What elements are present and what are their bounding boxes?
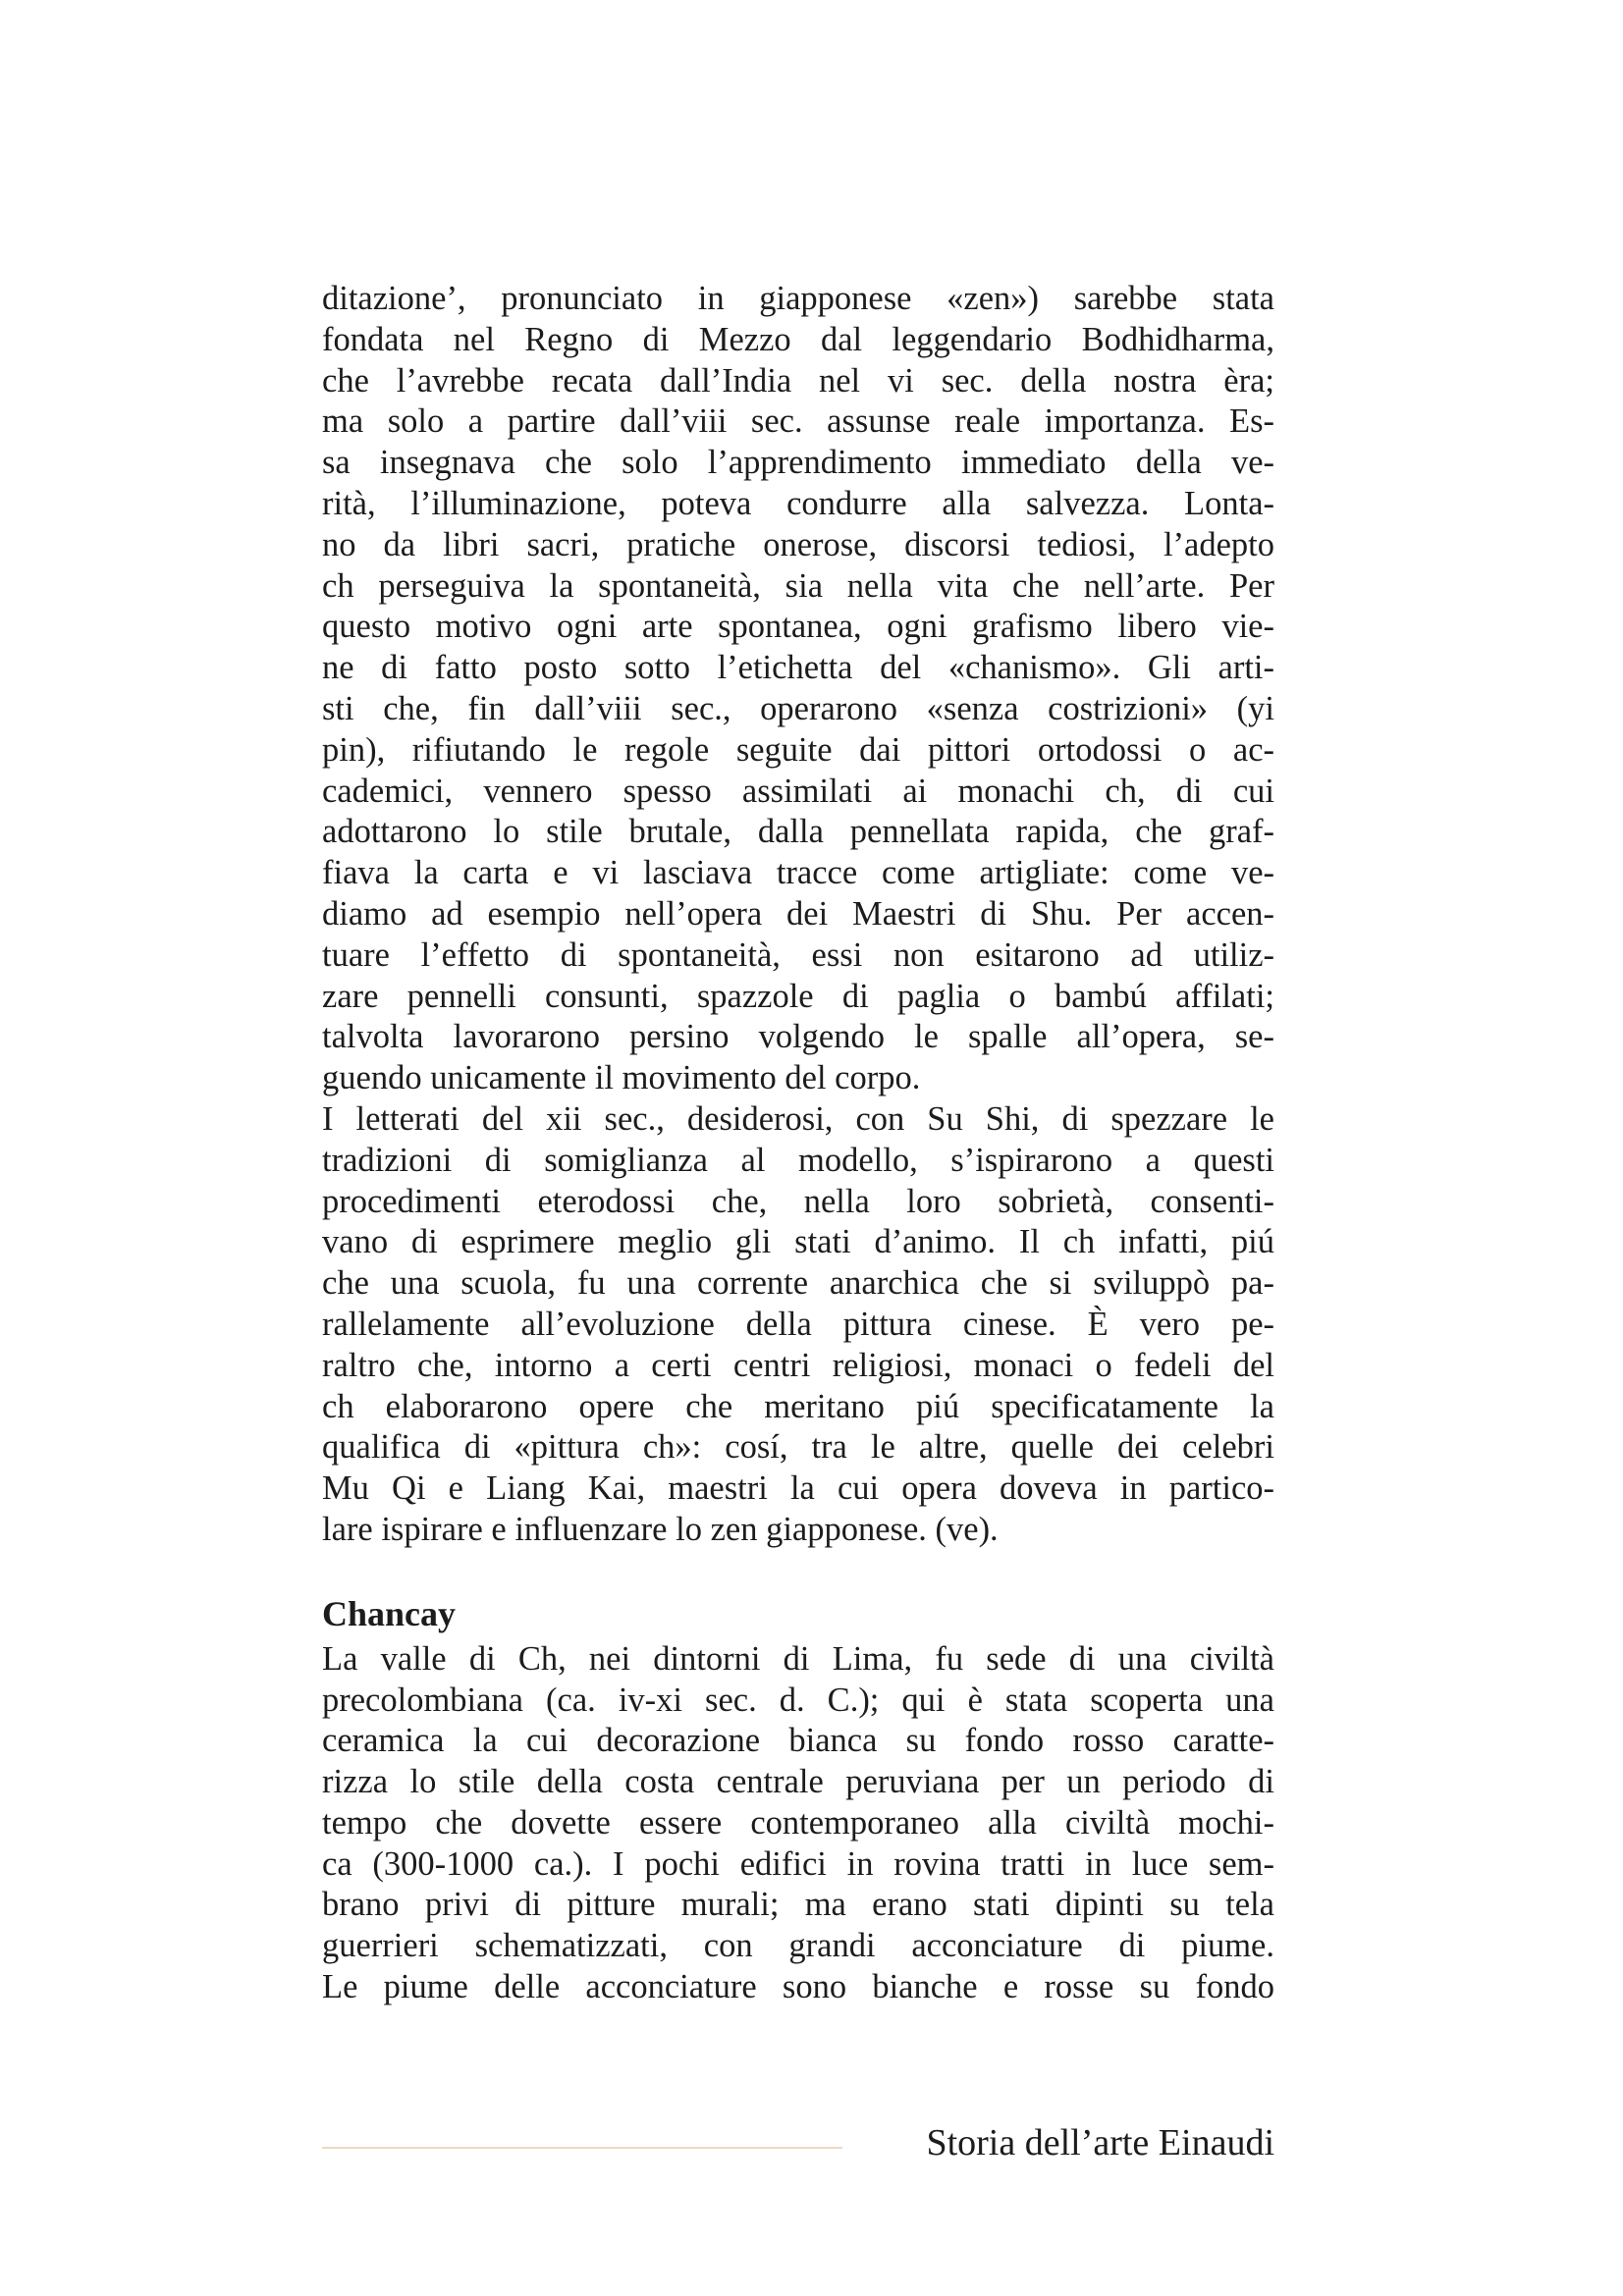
text-line: raltro che, intorno a certi centri religiosi, monaci o fedeli del xyxy=(322,1346,1274,1384)
text-line: no da libri sacri, pratiche onerose, discorsi tediosi, l’adepto xyxy=(322,525,1274,563)
text-line: che una scuola, fu una corrente anarchica che si sviluppò pa- xyxy=(322,1264,1274,1303)
text-line: talvolta lavorarono persino volgendo le spalle all’opera, se- xyxy=(322,1018,1274,1056)
text-line: procedimenti eterodossi che, nella loro sobrietà, consenti- xyxy=(322,1182,1274,1220)
text-line: tuare l’effetto di spontaneità, essi non esitarono ad utiliz- xyxy=(322,935,1274,974)
text-line: Le piume delle acconciature sono bianche e rosse su fondo xyxy=(322,1968,1274,2006)
main-text xyxy=(322,279,1274,2008)
entry-heading: Chancay xyxy=(322,1593,457,1633)
text-line: ne di fatto posto sotto l’etichetta del «chanismo». Gli arti- xyxy=(322,649,1274,687)
text-line: cademici, vennero spesso assimilati ai monachi ch, di cui xyxy=(322,772,1274,810)
text-line: I letterati del xii sec., desiderosi, con Su Shi, di spezzare le xyxy=(322,1099,1274,1138)
text-line: che l’avrebbe recata dall’India nel vi sec. della nostra èra; xyxy=(322,361,1274,400)
text-line: ceramica la cui decorazione bianca su fondo rosso caratte- xyxy=(322,1722,1274,1760)
paragraph-letterati xyxy=(322,1099,1274,1551)
text-line: questo motivo ogni arte spontanea, ogni grafismo libero vie- xyxy=(322,608,1274,646)
text-line: rità, l’illuminazione, poteva condurre alla salvezza. Lonta- xyxy=(322,484,1274,522)
text-line: diamo ad esempio nell’opera dei Maestri di Shu. Per accen- xyxy=(322,894,1274,933)
text-line: precolombiana (ca. iv-xi sec. d. C.); qui è stata scoperta una xyxy=(322,1681,1274,1719)
text-line: sa insegnava che solo l’apprendimento immediato della ve- xyxy=(322,444,1274,482)
text-line: lare ispirare e influenzare lo zen giapponese. (ve). xyxy=(322,1510,999,1548)
footer-rule xyxy=(322,2147,842,2149)
text-line: ma solo a partire dall’viii sec. assunse reale importanza. Es- xyxy=(322,402,1274,441)
text-line: guerrieri schematizzati, con grandi acconciature di piume. xyxy=(322,1927,1274,1965)
text-line: fiava la carta e vi lasciava tracce come artigliate: come ve- xyxy=(322,854,1274,892)
text-line: qualifica di «pittura ch»: cosí, tra le altre, quelle dei celebri xyxy=(322,1428,1274,1467)
text-line: Mu Qi e Liang Kai, maestri la cui opera doveva in partico- xyxy=(322,1469,1274,1508)
footer-publisher: Storia dell’arte Einaudi xyxy=(926,2122,1274,2163)
text-line: rallelamente all’evoluzione della pittura cinese. È vero pe- xyxy=(322,1305,1274,1343)
text-line: sti che, fin dall’viii sec., operarono «senza costrizioni» (yi xyxy=(322,689,1274,727)
text-line: rizza lo stile della costa centrale peruviana per un periodo di xyxy=(322,1763,1274,1801)
text-line: zare pennelli consunti, spazzole di paglia o bambú affilati; xyxy=(322,977,1274,1015)
text-line: tempo che dovette essere contemporaneo alla civiltà mochi- xyxy=(322,1803,1274,1842)
text-line: ditazione’, pronunciato in giapponese «zen») sarebbe stata xyxy=(322,280,1274,317)
text-line: La valle di Ch, nei dintorni di Lima, fu sede di una civiltà xyxy=(322,1639,1274,1678)
text-line: ch elaborarono opere che meritano piú specificatamente la xyxy=(322,1387,1274,1425)
text-line: tradizioni di somiglianza al modello, s’ispirarono a questi xyxy=(322,1141,1274,1179)
paragraph-chancay xyxy=(322,1639,1274,2008)
text-line: guendo unicamente il movimento del corpo. xyxy=(322,1059,921,1097)
text-line: ch perseguiva la spontaneità, sia nella vita che nell’arte. Per xyxy=(322,566,1274,605)
text-line: adottarono lo stile brutale, dalla pennellata rapida, che graf- xyxy=(322,813,1274,851)
text-line: vano di esprimere meglio gli stati d’animo. Il ch infatti, piú xyxy=(322,1223,1274,1261)
text-line: pin), rifiutando le regole seguite dai pittori ortodossi o ac- xyxy=(322,730,1274,769)
text-line: fondata nel Regno di Mezzo dal leggendario Bodhidharma, xyxy=(322,320,1274,358)
paragraph-chanismo xyxy=(322,279,1274,1099)
text-line: ca (300-1000 ca.). I pochi edifici in rovina tratti in luce sem- xyxy=(322,1844,1274,1883)
text-line: brano privi di pitture murali; ma erano stati dipinti su tela xyxy=(322,1886,1274,1924)
